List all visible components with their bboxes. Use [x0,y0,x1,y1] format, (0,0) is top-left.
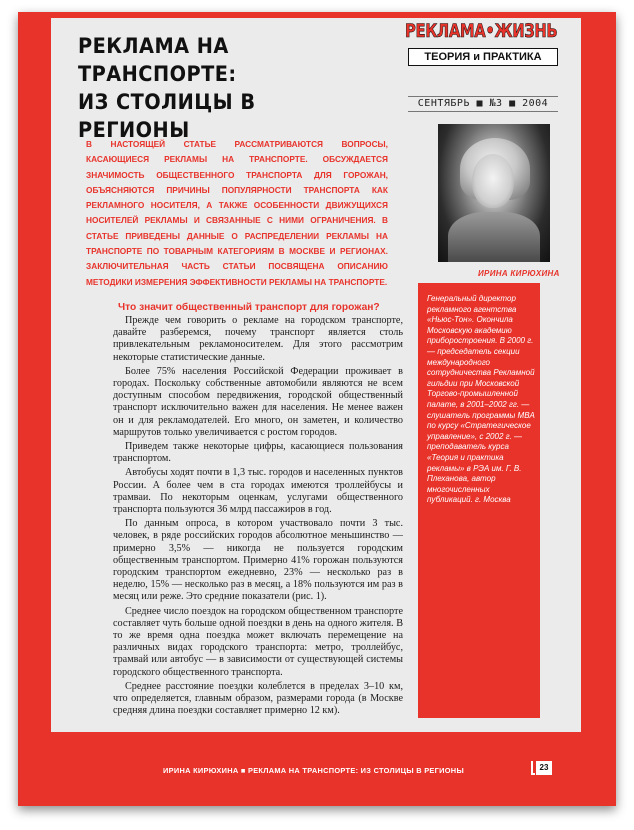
section-heading: Что значит общественный транспорт для горожан? [118,302,380,313]
logo-dot: • [485,20,495,42]
paragraph: Приведем также некоторые цифры, касающиеся пользования транспортом. [113,441,403,465]
page-number: 23 [536,761,552,775]
photo-body-shape [448,212,540,262]
paragraph: По данным опроса, в котором участвовало почти 3 тыс. человек, в ряде российских городов абсолютное меньшинство — примерно 3,5% — никогда не пользуется городским общественным транспортом. Примерно 41% горожан пользуются городским транспортом ежедневно, 23% — несколько раз в неделю, 15% — несколько раз в месяц, а 18% пользуются им раз в месяц или реже. Это средние показатели (рис. 1). [113,518,403,603]
issue-info: СЕНТЯБРЬ ■ №3 ■ 2004 [408,96,558,112]
paragraph: Прежде чем говорить о рекламе на городском транспорте, давайте разберемся, почему транспорт является столь привлекательным рекламоносителем. Для этого рассмотрим некоторые статистические данные. [113,315,403,363]
paragraph: Автобусы ходят почти в 1,3 тыс. городов и населенных пунктов России. А более чем в ста городах имеются троллейбусы и трамваи. По некоторым оценкам, услугами общественного транспорта пользуются 36 млрд пассажиров в год. [113,467,403,516]
page-number-mark-icon [531,761,535,775]
logo-left-text: РЕКЛАМА [405,20,486,42]
photo-face-shape [472,154,514,208]
author-name-caption: ИРИНА КИРЮХИНА [478,269,560,278]
page-footer: ИРИНА КИРЮХИНА ■ РЕКЛАМА НА ТРАНСПОРТЕ: ИЗ СТОЛИЦЫ В РЕГИОНЫ [163,766,464,775]
magazine-logo [405,20,558,42]
article-title-line1: РЕКЛАМА НА ТРАНСПОРТЕ: [78,34,237,86]
article-title-line2: ИЗ СТОЛИЦЫ В РЕГИОНЫ [78,90,256,142]
author-photo [438,124,550,262]
logo-right-text: ЖИЗНЬ [494,20,558,42]
article-abstract: В НАСТОЯЩЕЙ СТАТЬЕ РАССМАТРИВАЮТСЯ ВОПРОСЫ, КАСАЮЩИЕСЯ РЕКЛАМЫ НА ТРАНСПОРТЕ. ОБСУЖДАЕТСЯ ЗНАЧИМОСТЬ ОБЩЕСТВЕННОГО ТРАНСПОРТА ДЛЯ ГОРОЖАН, ОБЪЯСНЯЮТСЯ ПРИЧИНЫ ПОПУЛЯРНОСТИ ТРАНСПОРТА КАК РЕКЛАМНОГО НОСИТЕЛЯ, А ТАКЖЕ ОСОБЕННОСТИ ДВИЖУЩИХСЯ НОСИТЕЛЕЙ РЕКЛАМЫ И СВЯЗАННЫЕ С НИМИ ОГРАНИЧЕНИЯ. В СТАТЬЕ ПРИВЕДЕНЫ ДАННЫЕ О РАСПРЕДЕЛЕНИИ РЕКЛАМЫ НА ТРАНСПОРТЕ ПО ТОВАРНЫМ КАТЕГОРИЯМ В МОСКВЕ И РЕГИОНАХ. ЗАКЛЮЧИТЕЛЬНАЯ ЧАСТЬ СТАТЬИ ПОСВЯЩЕНА ОПИСАНИЮ МЕТОДИКИ ИЗМЕРЕНИЯ ЭФФЕКТИВНОСТИ РЕКЛАМЫ НА ТРАНСПОРТЕ. [86,139,388,287]
author-bio: Генеральный директор рекламного агентства «Ньюс-Тон». Окончила Московскую академию приборостроения. В 2000 г. — председатель секции международного сотрудничества Рекламной гильдии при Московской Торгово-промышленной палате, в 2001–2002 гг. — слушатель программы MBA по курсу «Стратегическое управление», с 2002 г. — преподаватель курса «Теория и практика рекламы» в РЭА им. Г. В. Плеханова, автор многочисленных публикаций. г. Москва [427,294,535,505]
article-body [113,301,403,720]
paragraph: Более 75% населения Российской Федерации проживает в городах. Поскольку собственные автомобили являются не всем доступным способом передвижения, городской общественный транспорт исключительно важен для населения. Не менее важен он и для рекламодателей. Его много, он заметен, и количество маршрутов только увеличивается с ростом городов. [113,365,403,438]
paragraph: Среднее расстояние поездки колеблется в пределах 3–10 км, что определяется, главным образом, размерами города (в Москве средняя длина поездки составляет примерно 12 км). [113,680,403,717]
magazine-subtitle: ТЕОРИЯ и ПРАКТИКА [408,48,558,66]
article-title [78,32,354,144]
paragraph: Среднее число поездок на городском общественном транспорте составляет чуть больше одной поездки в день на одного жителя. В то же время одна поездка может включать перемещение на различных видах городского транспорта: метро, троллейбус, трамвай или автобус — в зависимости от существующей системы городского общественного транспорта. [113,605,403,678]
